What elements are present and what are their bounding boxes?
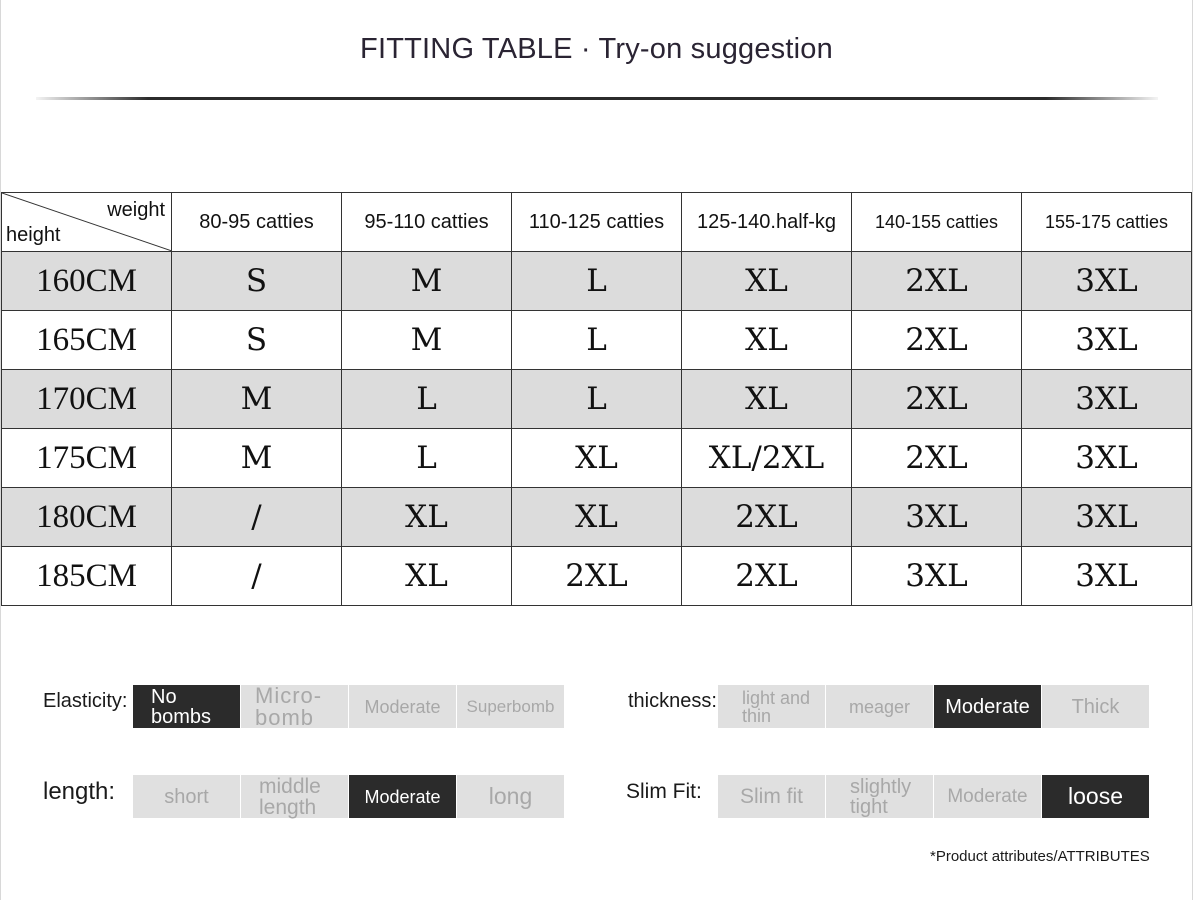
slim-fit-option: slightly tight — [826, 775, 933, 818]
size-cell: XL — [512, 488, 682, 547]
size-cell: S — [172, 252, 342, 311]
height-cell: 165CM — [2, 311, 172, 370]
size-cell: L — [512, 311, 682, 370]
page-title: FITTING TABLE · Try-on suggestion — [360, 33, 833, 65]
elasticity-label: Elasticity: — [43, 690, 128, 712]
length-option: short — [133, 775, 240, 818]
size-cell: L — [342, 370, 512, 429]
thickness-option: light and thin — [718, 685, 825, 728]
table-row — [2, 429, 1192, 488]
corner-cell — [2, 193, 172, 252]
corner-height-label: height — [6, 224, 61, 246]
size-cell: 3XL — [852, 488, 1022, 547]
size-cell: / — [172, 547, 342, 606]
table-row — [2, 488, 1192, 547]
size-cell: 2XL — [852, 370, 1022, 429]
size-cell: 3XL — [1022, 429, 1192, 488]
size-cell: S — [172, 311, 342, 370]
height-cell: 175CM — [2, 429, 172, 488]
table-row — [2, 252, 1192, 311]
size-cell: 2XL — [852, 311, 1022, 370]
column-header: 80-95 catties — [172, 193, 342, 252]
size-cell: XL — [682, 311, 852, 370]
slim-fit-option: loose — [1042, 775, 1149, 818]
size-cell: 3XL — [1022, 488, 1192, 547]
elasticity-scale — [133, 682, 565, 730]
size-cell: 2XL — [682, 488, 852, 547]
thickness-option: Thick — [1042, 685, 1149, 728]
length-option: Moderate — [349, 775, 456, 818]
table-header-row — [2, 193, 1192, 252]
thickness-label: thickness: — [628, 690, 717, 712]
thickness-option: Moderate — [934, 685, 1041, 728]
column-header: 140-155 catties — [852, 193, 1022, 252]
slim-fit-option: Moderate — [934, 775, 1041, 818]
elasticity-option: Micro-bomb — [241, 685, 348, 728]
size-cell: 2XL — [512, 547, 682, 606]
height-cell: 160CM — [2, 252, 172, 311]
size-cell: XL — [682, 252, 852, 311]
slim-fit-scale — [718, 775, 1150, 818]
size-cell: 2XL — [852, 252, 1022, 311]
size-table — [1, 192, 1192, 606]
size-cell: XL — [342, 547, 512, 606]
size-cell: XL — [682, 370, 852, 429]
size-cell: L — [512, 370, 682, 429]
size-cell: M — [172, 429, 342, 488]
table-row — [2, 311, 1192, 370]
size-cell: XL — [512, 429, 682, 488]
height-cell: 180CM — [2, 488, 172, 547]
length-scale — [133, 775, 565, 818]
elasticity-option: No bombs — [133, 685, 240, 728]
column-header: 110-125 catties — [512, 193, 682, 252]
slim-fit-label: Slim Fit: — [626, 780, 702, 803]
size-cell: L — [342, 429, 512, 488]
size-cell: 3XL — [1022, 547, 1192, 606]
thickness-scale — [718, 685, 1150, 728]
size-cell: 3XL — [1022, 311, 1192, 370]
size-cell: 2XL — [852, 429, 1022, 488]
length-option: long — [457, 775, 564, 818]
size-cell: 2XL — [682, 547, 852, 606]
corner-weight-label: weight — [107, 199, 165, 221]
size-cell: M — [342, 311, 512, 370]
elasticity-option: Moderate — [349, 685, 456, 728]
size-cell: 3XL — [1022, 370, 1192, 429]
length-label: length: — [43, 778, 116, 805]
size-cell: XL/2XL — [682, 429, 852, 488]
size-cell: L — [512, 252, 682, 311]
size-cell: 3XL — [1022, 252, 1192, 311]
elasticity-option: Superbomb — [457, 685, 564, 728]
size-cell: M — [342, 252, 512, 311]
column-header: 125-140.half-kg — [682, 193, 852, 252]
height-cell: 185CM — [2, 547, 172, 606]
table-row — [2, 547, 1192, 606]
height-cell: 170CM — [2, 370, 172, 429]
size-cell: / — [172, 488, 342, 547]
column-header: 95-110 catties — [342, 193, 512, 252]
table-row — [2, 370, 1192, 429]
column-header: 155-175 catties — [1022, 193, 1192, 252]
title-divider — [36, 97, 1158, 100]
footnote: *Product attributes/ATTRIBUTES — [930, 848, 1150, 865]
size-cell: M — [172, 370, 342, 429]
size-cell: XL — [342, 488, 512, 547]
slim-fit-option: Slim fit — [718, 775, 825, 818]
thickness-option: meager — [826, 685, 933, 728]
size-cell: 3XL — [852, 547, 1022, 606]
length-option: middle length — [241, 775, 348, 818]
